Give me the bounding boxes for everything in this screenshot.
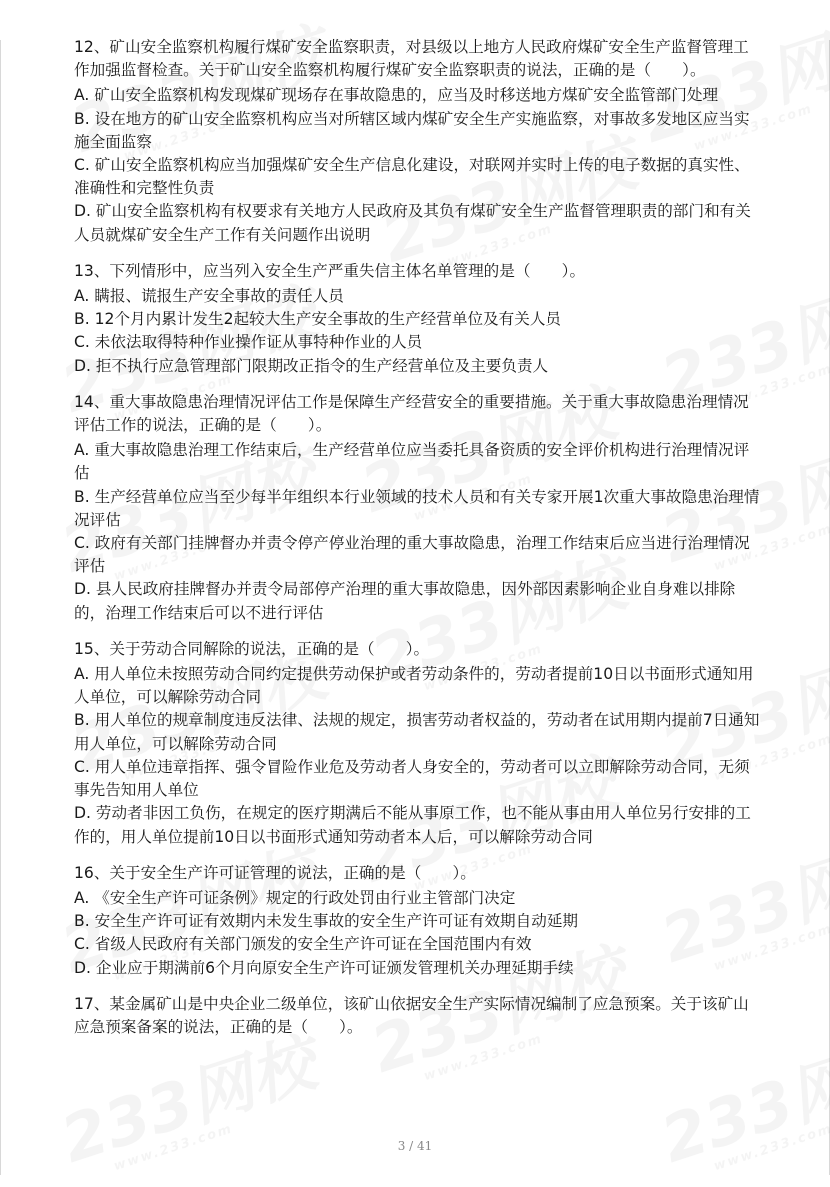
question-stem: 16、关于安全生产许可证管理的说法，正确的是（ ）。 [74,863,476,882]
page-left-border [0,40,1,1175]
option-c: C. 政府有关部门挂牌督办并责令停产停业治理的重大事故隐患，治理工作结束后应当进行治理情况评估 [74,534,750,576]
watermark [655,1031,830,1185]
question-14 [74,391,764,625]
option-b: B. 安全生产许可证有效期内未发生事故的安全生产许可证有效期自动延期 [74,912,579,931]
question-stem: 17、某金属矿山是中央企业二级单位，该矿山依据安全生产实际情况编制了应急预案。关于该矿山应急预案备案的说法，正确的是（ ）。 [74,994,749,1036]
watermark [55,1031,328,1185]
document-body [74,36,764,1052]
option-d: D. 县人民政府挂牌督办并责令局部停产治理的重大事故隐患，因外部因素影响企业自身难以排除的，治理工作结束后可以不进行评估 [74,580,736,622]
question-13 [74,260,764,378]
option-d: D. 拒不执行应急管理部门限期改正指令的生产经营单位及主要负责人 [74,356,549,375]
option-d: D. 矿山安全监察机构有权要求有关地方人民政府及其负有煤矿安全生产监督管理职责的部门和有关人员就煤矿安全生产工作有关问题作出说明 [74,202,751,244]
option-c: C. 省级人民政府有关部门颁发的安全生产许可证在全国范围内有效 [74,935,532,954]
option-c: C. 矿山安全监察机构应当加强煤矿安全生产信息化建设，对联网并实时上传的电子数据的真实性、准确性和完整性负责 [74,156,750,198]
option-d: D. 企业应于期满前6个月向原安全生产许可证颁发管理机关办理延期手续 [74,958,574,977]
option-a: A. 《安全生产许可证条例》规定的行政处罚由行业主管部门决定 [74,888,516,907]
question-stem: 12、矿山安全监察机构履行煤矿安全监察职责，对县级以上地方人民政府煤矿安全生产监督管理工作加强监督检查。关于矿山安全监察机构履行煤矿安全监察职责的说法，正确的是（ ）。 [74,38,749,80]
option-b: B. 用人单位的规章制度违反法律、法规的规定，损害劳动者权益的，劳动者在试用期内提前7日通知用人单位，可以解除劳动合同 [74,711,760,753]
option-a: A. 重大事故隐患治理工作结束后，生产经营单位应当委托具备资质的安全评价机构进行治理情况评估 [74,441,750,483]
option-d: D. 劳动者非因工负伤，在规定的医疗期满后不能从事原工作，也不能从事由用人单位另行安排的工作的，用人单位提前10日以书面形式通知劳动者本人后，可以解除劳动合同 [74,804,751,846]
option-b: B. 生产经营单位应当至少每半年组织本行业领域的技术人员和有关专家开展1次重大事故隐患治理情况评估 [74,487,760,529]
question-17 [74,993,764,1039]
question-stem: 13、下列情形中，应当列入安全生产严重失信主体名单管理的是（ ）。 [74,261,586,280]
option-b: B. 设在地方的矿山安全监察机构应当对所辖区域内煤矿安全生产实施监察，对事故多发地区应当实施全面监察 [74,109,750,151]
option-c: C. 未依法取得特种作业操作证从事特种作业的人员 [74,333,423,352]
page-number: 3 / 41 [397,1139,433,1153]
option-c: C. 用人单位违章指挥、强令冒险作业危及劳动者人身安全的，劳动者可以立即解除劳动合同，无须事先告知用人单位 [74,757,750,800]
question-16 [74,862,764,980]
option-a: A. 瞒报、谎报生产安全事故的责任人员 [74,287,344,306]
question-15 [74,638,764,849]
question-12 [74,36,764,247]
option-a: A. 矿山安全监察机构发现煤矿现场存在事故隐患的，应当及时移送地方煤矿安全监管部门处理 [74,86,719,105]
question-stem: 14、重大事故隐患治理情况评估工作是保障生产经营安全的重要措施。关于重大事故隐患治理情况评估工作的说法，正确的是（ ）。 [74,392,749,435]
option-b: B. 12个月内累计发生2起较大生产安全事故的生产经营单位及有关人员 [74,310,562,329]
option-a: A. 用人单位未按照劳动合同约定提供劳动保护或者劳动条件的，劳动者提前10日以书面形式通知用人单位，可以解除劳动合同 [74,665,754,707]
question-stem: 15、关于劳动合同解除的说法，正确的是（ ）。 [74,639,430,658]
